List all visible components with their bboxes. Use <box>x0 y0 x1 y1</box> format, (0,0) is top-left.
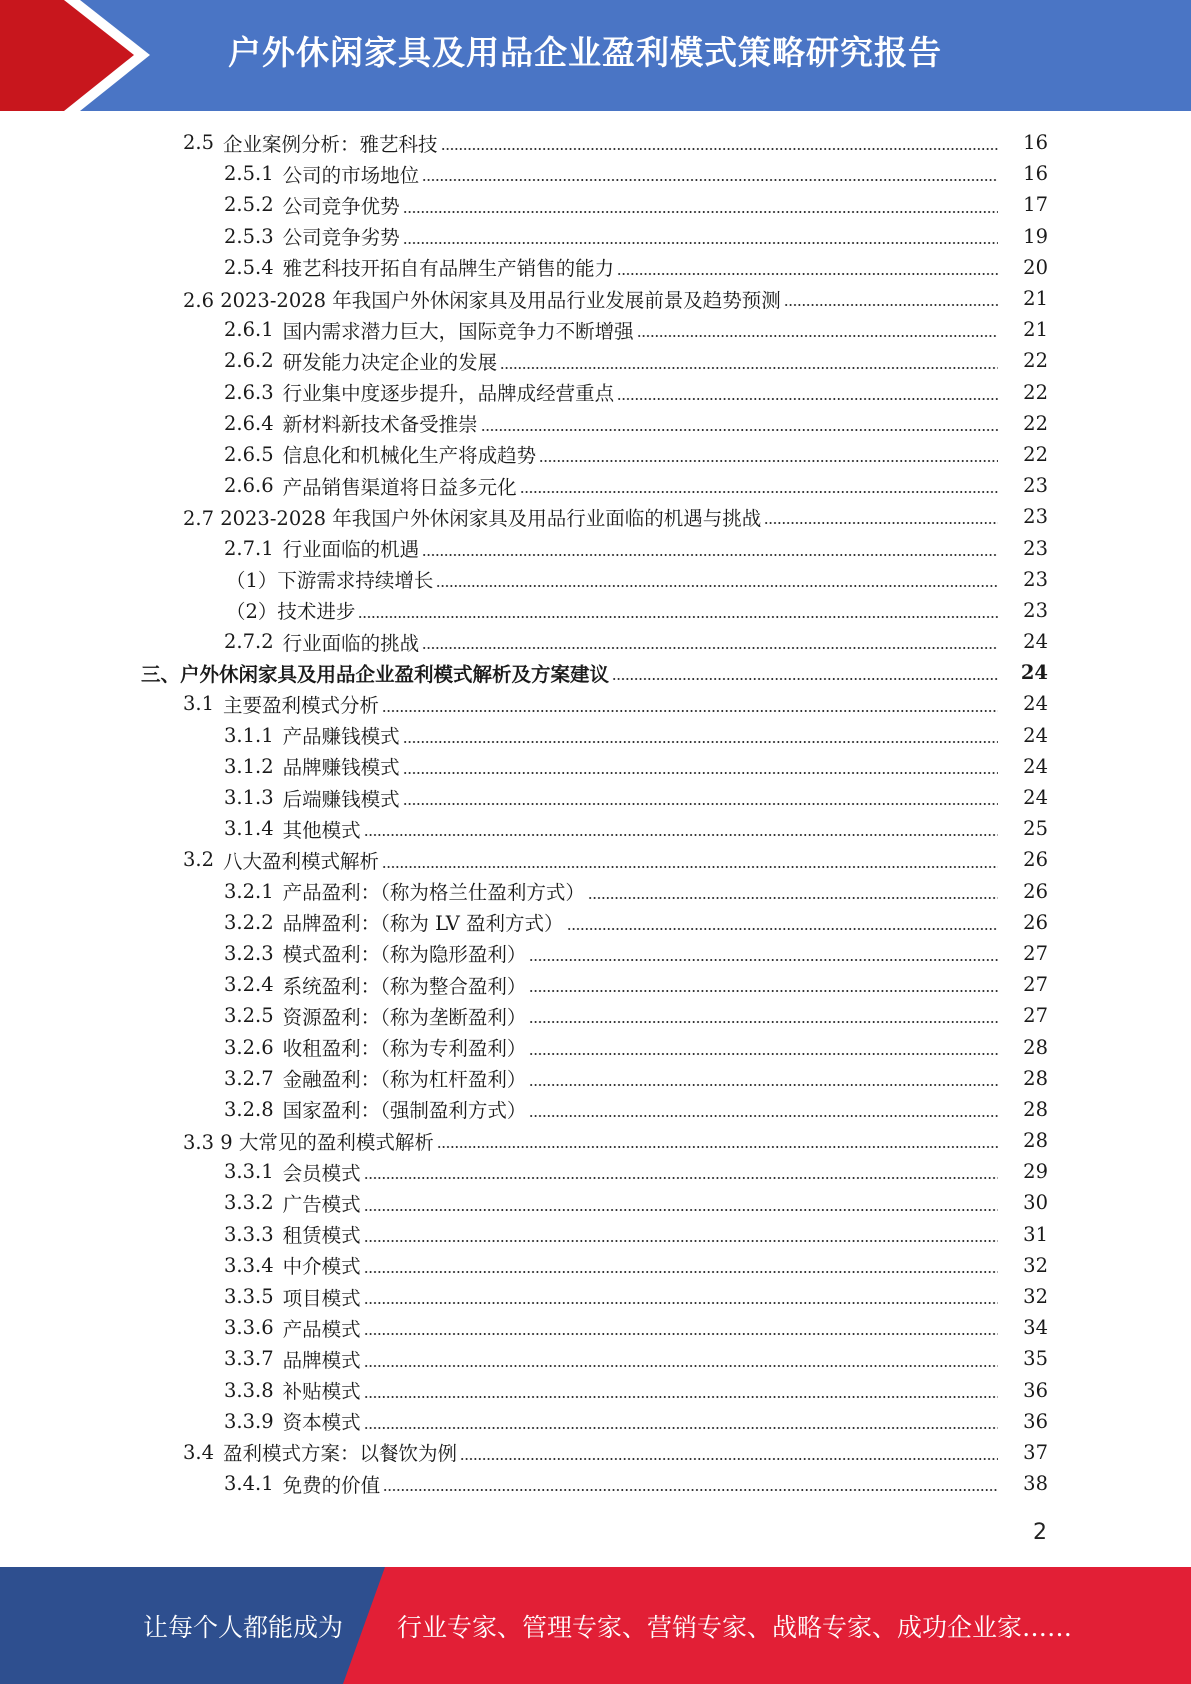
toc-dot-leader <box>403 242 998 244</box>
toc-entry-title: 行业面临的挑战 <box>282 631 420 655</box>
toc-entry-number: 3.1.2 <box>224 754 274 778</box>
toc-dot-leader <box>364 1333 998 1335</box>
table-of-contents <box>0 127 1191 1499</box>
toc-entry[interactable] <box>0 876 1191 907</box>
toc-entry-title: 产品赚钱模式 <box>282 725 400 749</box>
toc-entry[interactable] <box>0 657 1191 688</box>
toc-entry-number: 2.5.3 <box>224 224 274 248</box>
toc-entry-title: 新材料新技术备受推崇 <box>282 413 478 437</box>
toc-entry-number: 3.3.8 <box>224 1378 274 1402</box>
toc-entry[interactable] <box>0 189 1191 220</box>
toc-entry-title: 项目模式 <box>282 1286 361 1310</box>
toc-entry-number: 3.2.5 <box>224 1004 274 1028</box>
toc-entry[interactable] <box>0 564 1191 595</box>
toc-dot-leader <box>403 211 998 213</box>
toc-entry[interactable] <box>0 720 1191 751</box>
toc-entry-number: 3.3.1 <box>224 1160 274 1184</box>
page-footer <box>0 1567 1191 1684</box>
toc-entry-title: 中介模式 <box>282 1255 361 1279</box>
toc-entry-title: 收租盈利：（称为专利盈利） <box>282 1037 527 1061</box>
toc-dot-leader <box>364 1396 998 1398</box>
toc-entry-title: 2.6 2023-2028 年我国户外休闲家具及用品行业发展前景及趋势预测 <box>183 288 781 312</box>
toc-entry-title: 补贴模式 <box>282 1380 361 1404</box>
toc-entry[interactable] <box>0 782 1191 813</box>
toc-entry-title: 主要盈利模式分析 <box>223 693 380 717</box>
toc-entry-number: 2.6.4 <box>224 411 274 435</box>
toc-entry[interactable] <box>0 1125 1191 1156</box>
toc-entry-page: 38 <box>1023 1472 1048 1496</box>
toc-entry-page: 36 <box>1023 1409 1048 1433</box>
toc-dot-leader <box>520 491 998 493</box>
toc-entry-title: 品牌赚钱模式 <box>282 756 400 780</box>
toc-dot-leader <box>529 1053 998 1055</box>
toc-dot-leader <box>784 304 998 306</box>
toc-entry-number: 3.2.6 <box>224 1035 274 1059</box>
toc-entry-page: 29 <box>1023 1160 1048 1184</box>
toc-entry-page: 28 <box>1023 1066 1048 1090</box>
toc-dot-leader <box>422 647 998 649</box>
toc-entry[interactable] <box>0 221 1191 252</box>
toc-dot-leader <box>764 522 998 524</box>
toc-entry-page: 22 <box>1023 380 1048 404</box>
toc-dot-leader <box>588 897 998 899</box>
toc-entry-number: 3.2 <box>183 848 215 872</box>
toc-entry-page: 28 <box>1023 1097 1048 1121</box>
toc-entry-number: 2.5 <box>183 131 215 155</box>
toc-dot-leader <box>529 959 998 961</box>
toc-entry[interactable] <box>0 1187 1191 1218</box>
toc-entry-title: 公司竞争劣势 <box>282 226 400 250</box>
toc-entry-number: 3.1.3 <box>224 786 274 810</box>
toc-entry-number: 2.7.2 <box>224 630 274 654</box>
toc-entry-page: 32 <box>1023 1285 1048 1309</box>
toc-entry-title: 企业案例分析：雅艺科技 <box>223 132 438 156</box>
toc-dot-leader <box>364 1271 998 1273</box>
toc-entry-page: 26 <box>1023 910 1048 934</box>
page-number: 2 <box>1033 1520 1047 1545</box>
toc-dot-leader <box>383 1489 998 1491</box>
toc-entry-number: 3.3.4 <box>224 1253 274 1277</box>
toc-entry[interactable] <box>0 1281 1191 1312</box>
toc-entry-title: 国内需求潜力巨大，国际竞争力不断增强 <box>282 319 634 343</box>
toc-entry-number: 3.3.2 <box>224 1191 274 1215</box>
toc-entry-number: 2.5.1 <box>224 162 274 186</box>
toc-entry-title: 3.3 9 大常见的盈利模式解析 <box>183 1130 434 1154</box>
toc-entry-page: 22 <box>1023 411 1048 435</box>
toc-entry-page: 22 <box>1023 349 1048 373</box>
toc-entry[interactable] <box>0 532 1191 563</box>
toc-entry[interactable] <box>0 345 1191 376</box>
toc-entry[interactable] <box>0 688 1191 719</box>
toc-entry[interactable] <box>0 1000 1191 1031</box>
toc-entry-title: 八大盈利模式解析 <box>223 849 380 873</box>
toc-entry-page: 27 <box>1023 941 1048 965</box>
toc-entry-title: 研发能力决定企业的发展 <box>282 350 498 374</box>
toc-entry-page: 37 <box>1023 1440 1048 1464</box>
toc-dot-leader <box>403 772 998 774</box>
toc-entry-page: 24 <box>1023 692 1048 716</box>
toc-entry-page: 27 <box>1023 1004 1048 1028</box>
toc-entry-number: 3.4 <box>183 1440 215 1464</box>
toc-entry[interactable] <box>0 252 1191 283</box>
toc-entry-title: 品牌模式 <box>282 1348 361 1372</box>
toc-dot-leader <box>364 1240 998 1242</box>
toc-entry-page: 31 <box>1023 1222 1048 1246</box>
toc-entry-number: 3.2.1 <box>224 879 274 903</box>
toc-dot-leader <box>460 1458 998 1460</box>
toc-entry-number: 3.1 <box>183 692 215 716</box>
toc-entry[interactable] <box>0 470 1191 501</box>
toc-entry-title: 三、户外休闲家具及用品企业盈利模式解析及方案建议 <box>141 662 610 686</box>
toc-entry[interactable] <box>0 1406 1191 1437</box>
toc-entry-number: 3.3.6 <box>224 1316 274 1340</box>
toc-dot-leader <box>617 398 998 400</box>
toc-entry-title: 后端赚钱模式 <box>282 787 400 811</box>
toc-entry-page: 23 <box>1023 505 1048 529</box>
toc-entry-title: 行业集中度逐步提升，品牌成经营重点 <box>282 382 615 406</box>
toc-dot-leader <box>500 367 998 369</box>
toc-entry-title: 模式盈利：（称为隐形盈利） <box>282 943 527 967</box>
toc-entry[interactable] <box>0 907 1191 938</box>
toc-dot-leader <box>539 460 998 462</box>
toc-entry-page: 24 <box>1020 661 1048 685</box>
toc-entry[interactable] <box>0 377 1191 408</box>
toc-dot-leader <box>364 1177 998 1179</box>
toc-entry[interactable] <box>0 408 1191 439</box>
toc-entry-title: 盈利模式方案：以餐饮为例 <box>223 1442 458 1466</box>
toc-entry-number: 3.2.3 <box>224 941 274 965</box>
toc-entry[interactable] <box>0 844 1191 875</box>
toc-entry[interactable] <box>0 1094 1191 1125</box>
toc-entry[interactable] <box>0 813 1191 844</box>
toc-entry-page: 28 <box>1023 1129 1048 1153</box>
toc-dot-leader <box>529 1021 998 1023</box>
toc-entry-number: 2.5.4 <box>224 255 274 279</box>
toc-entry-title: 品牌盈利：（称为 LV 盈利方式） <box>282 912 564 936</box>
toc-dot-leader <box>364 1302 998 1304</box>
toc-entry[interactable] <box>0 158 1191 189</box>
page-header <box>0 0 1191 111</box>
toc-entry-page: 26 <box>1023 879 1048 903</box>
toc-entry-title: 公司的市场地位 <box>282 163 420 187</box>
toc-entry-number: 3.3.5 <box>224 1285 274 1309</box>
toc-entry-page: 30 <box>1023 1191 1048 1215</box>
toc-dot-leader <box>612 678 998 680</box>
toc-entry-page: 24 <box>1023 754 1048 778</box>
toc-entry[interactable] <box>0 314 1191 345</box>
toc-entry-page: 21 <box>1023 318 1048 342</box>
toc-entry[interactable] <box>0 1219 1191 1250</box>
toc-entry-page: 23 <box>1023 474 1048 498</box>
toc-entry-title: 免费的价值 <box>282 1473 381 1497</box>
toc-entry-number: 3.2.4 <box>224 973 274 997</box>
toc-dot-leader <box>436 585 998 587</box>
toc-entry-page: 17 <box>1023 193 1048 217</box>
toc-dot-leader <box>358 616 998 618</box>
footer-slogan-right: 行业专家、管理专家、营销专家、战略专家、成功企业家…… <box>397 1613 1073 1642</box>
toc-entry-number: 3.2.8 <box>224 1097 274 1121</box>
toc-entry-page: 23 <box>1023 598 1048 622</box>
toc-dot-leader <box>437 1146 998 1148</box>
toc-entry-title: 公司竞争优势 <box>282 194 400 218</box>
toc-entry-page: 26 <box>1023 848 1048 872</box>
toc-entry-title: 信息化和机械化生产将成趋势 <box>282 444 537 468</box>
toc-dot-leader <box>422 554 998 556</box>
toc-entry-title: 广告模式 <box>282 1192 361 1216</box>
toc-entry-page: 22 <box>1023 442 1048 466</box>
toc-entry-page: 27 <box>1023 973 1048 997</box>
toc-entry-title: 资本模式 <box>282 1411 361 1435</box>
toc-dot-leader <box>529 1115 998 1117</box>
toc-entry-number: 2.6.5 <box>224 442 274 466</box>
toc-entry[interactable] <box>0 439 1191 470</box>
report-title: 户外休闲家具及用品企业盈利模式策略研究报告 <box>228 33 942 72</box>
toc-entry-title: 雅艺科技开拓自有品牌生产销售的能力 <box>282 257 615 281</box>
toc-dot-leader <box>364 1365 998 1367</box>
toc-entry[interactable] <box>0 1156 1191 1187</box>
toc-entry-number: 3.1.4 <box>224 817 274 841</box>
toc-entry-page: 28 <box>1023 1035 1048 1059</box>
toc-dot-leader <box>382 710 998 712</box>
toc-entry-title: 产品销售渠道将日益多元化 <box>282 475 517 499</box>
toc-entry[interactable] <box>0 751 1191 782</box>
toc-entry-number: 2.6.1 <box>224 318 274 342</box>
toc-entry-number: 3.1.1 <box>224 723 274 747</box>
toc-dot-leader <box>637 335 998 337</box>
toc-entry-number: 3.2.7 <box>224 1066 274 1090</box>
toc-dot-leader <box>403 803 998 805</box>
toc-entry[interactable] <box>0 626 1191 657</box>
toc-entry-page: 23 <box>1023 567 1048 591</box>
toc-entry-title: 资源盈利：（称为垄断盈利） <box>282 1005 527 1029</box>
toc-entry-page: 16 <box>1023 131 1048 155</box>
toc-entry-title: 行业面临的机遇 <box>282 538 420 562</box>
toc-entry-title: 会员模式 <box>282 1161 361 1185</box>
toc-dot-leader <box>382 866 998 868</box>
toc-dot-leader <box>567 928 999 930</box>
toc-entry-page: 16 <box>1023 162 1048 186</box>
toc-entry[interactable] <box>0 1375 1191 1406</box>
toc-entry-number: 2.5.2 <box>224 193 274 217</box>
toc-dot-leader <box>364 1427 998 1429</box>
toc-dot-leader <box>364 1209 998 1211</box>
toc-entry[interactable] <box>0 1343 1191 1374</box>
toc-entry-title: 国家盈利：（强制盈利方式） <box>282 1099 527 1123</box>
toc-entry-title: 金融盈利：（称为杠杆盈利） <box>282 1068 527 1092</box>
toc-dot-leader <box>617 273 998 275</box>
toc-entry[interactable] <box>0 1312 1191 1343</box>
toc-entry-title: （2）技术进步 <box>226 600 356 624</box>
toc-entry-page: 24 <box>1023 630 1048 654</box>
toc-entry[interactable] <box>0 1031 1191 1062</box>
toc-entry-title: 2.7 2023-2028 年我国户外休闲家具及用品行业面临的机遇与挑战 <box>183 506 762 530</box>
toc-entry-page: 24 <box>1023 786 1048 810</box>
toc-dot-leader <box>529 990 998 992</box>
toc-entry[interactable] <box>0 283 1191 314</box>
toc-entry-page: 23 <box>1023 536 1048 560</box>
toc-entry-page: 32 <box>1023 1253 1048 1277</box>
footer-slogan-left: 让每个人都能成为 <box>143 1613 344 1642</box>
toc-entry[interactable] <box>0 127 1191 158</box>
toc-entry-number: 3.3.3 <box>224 1222 274 1246</box>
toc-entry-title: 租赁模式 <box>282 1224 361 1248</box>
toc-entry-number: 2.6.6 <box>224 474 274 498</box>
toc-entry-page: 20 <box>1023 255 1048 279</box>
toc-entry[interactable] <box>0 595 1191 626</box>
toc-dot-leader <box>403 741 998 743</box>
toc-entry-number: 2.6.2 <box>224 349 274 373</box>
toc-entry-title: 其他模式 <box>282 818 361 842</box>
toc-entry-page: 25 <box>1023 817 1048 841</box>
toc-entry-page: 36 <box>1023 1378 1048 1402</box>
toc-dot-leader <box>441 148 998 150</box>
toc-entry-page: 21 <box>1023 287 1048 311</box>
toc-entry-number: 2.7.1 <box>224 536 274 560</box>
toc-dot-leader <box>481 429 998 431</box>
toc-entry[interactable] <box>0 938 1191 969</box>
toc-entry-page: 34 <box>1023 1316 1048 1340</box>
toc-entry[interactable] <box>0 501 1191 532</box>
toc-entry[interactable] <box>0 969 1191 1000</box>
toc-entry-title: 系统盈利：（称为整合盈利） <box>282 974 527 998</box>
toc-entry-page: 24 <box>1023 723 1048 747</box>
toc-dot-leader <box>364 834 998 836</box>
toc-dot-leader <box>529 1084 998 1086</box>
toc-entry[interactable] <box>0 1063 1191 1094</box>
toc-entry-number: 3.3.7 <box>224 1347 274 1371</box>
toc-entry-title: 产品盈利：（称为格兰仕盈利方式） <box>282 881 585 905</box>
toc-dot-leader <box>422 179 998 181</box>
toc-entry[interactable] <box>0 1437 1191 1468</box>
toc-entry-number: 3.3.9 <box>224 1409 274 1433</box>
toc-entry[interactable] <box>0 1250 1191 1281</box>
toc-entry-page: 35 <box>1023 1347 1048 1371</box>
toc-entry-page: 19 <box>1023 224 1048 248</box>
toc-entry-number: 3.2.2 <box>224 910 274 934</box>
toc-entry-number: 2.6.3 <box>224 380 274 404</box>
toc-entry-number: 3.4.1 <box>224 1472 274 1496</box>
toc-entry-title: （1）下游需求持续增长 <box>226 569 434 593</box>
toc-entry[interactable] <box>0 1468 1191 1499</box>
toc-entry-title: 产品模式 <box>282 1317 361 1341</box>
